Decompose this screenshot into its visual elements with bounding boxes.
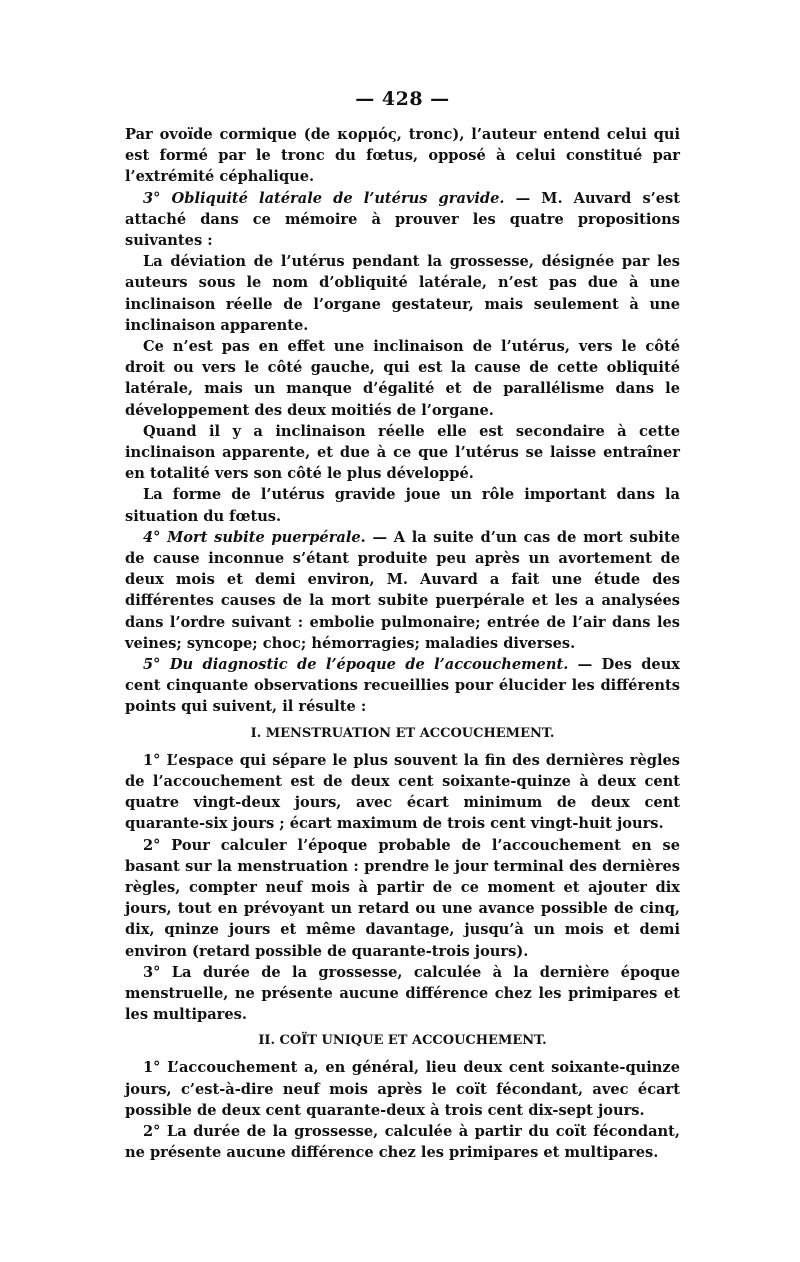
book-page bbox=[125, 88, 680, 1163]
paragraph-diagnostic bbox=[125, 654, 680, 718]
paragraph-deviation: La déviation de l’utérus pendant la grossesse, désignée par les auteurs sous le nom d’obliquité latérale, n’est pas due à une inclinaison réelle de l’organe gestateur, mais seulement à une inclinaison apparente. bbox=[125, 253, 680, 334]
paragraph-text: — Des deux cent cinquante observations recueillies pour élucider les différents points qui suivent, il résulte : bbox=[125, 656, 681, 716]
section-title-diagnostic: 5° Du diagnostic de l’époque de l’accouchement. bbox=[143, 656, 569, 674]
paragraph-inclinaison-cause: Ce n’est pas en effet une inclinaison de l’utérus, vers le côté droit ou vers le côté gauche, qui est la cause de cette obliquité latérale, mais un manque d’égalité et de parallélisme dans le développement des deux moitiés de l’organe. bbox=[125, 338, 680, 419]
paragraph-inclinaison-reelle: Quand il y a inclinaison réelle elle est secondaire à cette inclinaison apparente, et due à ce que l’utérus se laisse entraîner en totalité vers son côté le plus développé. bbox=[125, 422, 680, 483]
paragraph-obliquite-laterale bbox=[125, 188, 680, 252]
paragraph-espace-regles: 1° L’espace qui sépare le plus souvent la fin des dernières règles de l’accouchement est de deux cent soixante-quinze à deux cent quatre vingt-deux jours, avec écart minimum de deux cent quarante-six jours ; écart maximum de trois cent vingt-huit jours. bbox=[125, 751, 680, 833]
section-heading-coit-unique: II. COÏT UNIQUE ET ACCOUCHEMENT. bbox=[258, 1033, 547, 1049]
paragraph-calcul-epoque: 2° Pour calculer l’époque probable de l’accouchement en se basant sur la menstruation : prendre le jour terminal des dernières règles, compter neuf mois à partir de ce moment et ajouter dix jours, tout en prévoyant un retard ou une avance possible de cinq, dix, qninze jours et même davantage, jusqu’à un mois et demi environ (retard possible de quarante-trois jours). bbox=[125, 836, 680, 960]
section-heading-menstruation: I. MENSTRUATION ET ACCOUCHEMENT. bbox=[250, 725, 555, 741]
paragraph-ovoide-cormique: Par ovoïde cormique (de κορμός, tronc), l’auteur entend celui qui est formé par le tronc du fœtus, opposé à celui constitué par l’extrémité céphalique. bbox=[125, 126, 680, 186]
paragraph-text: — A la suite d’un cas de mort subite de cause inconnue s’étant produite peu après un avortement de deux mois et demi environ, M. Auvard a fait une étude des différentes causes de la mort subite puerpérale et les a analysées dans l’ordre suivant : embolie pulmonaire; entrée de l’air dans les veines; syncope; choc; hémorragies; maladies diverses. bbox=[125, 528, 680, 652]
paragraph-text: — M. Auvard s’est attaché dans ce mémoire à prouver les quatre propositions suivantes : bbox=[125, 189, 681, 250]
paragraph-accouchement-coit: 1° L’accouchement a, en général, lieu deux cent soixante-quinze jours, c’est-à-dire neuf mois après le coït fécondant, avec écart possible de deux cent quarante-deux à trois cent dix-sept jours. bbox=[125, 1059, 680, 1119]
page-number: — 428 — bbox=[355, 88, 450, 110]
paragraph-duree-coit: 2° La durée de la grossesse, calculée à partir du coït fécondant, ne présente aucune différence chez les primipares et multipares. bbox=[125, 1122, 680, 1162]
paragraph-duree-menstruelle: 3° La durée de la grossesse, calculée à la dernière époque menstruelle, ne présente aucune différence chez les primipares et les multipares. bbox=[125, 963, 680, 1024]
section-title-mort-subite: 4° Mort subite puerpérale. bbox=[143, 528, 366, 546]
section-title-obliquite: 3° Obliquité latérale de l’utérus gravide. bbox=[143, 189, 505, 207]
paragraph-forme-uterus: La forme de l’utérus gravide joue un rôle important dans la situation du fœtus. bbox=[125, 486, 680, 525]
paragraph-mort-subite bbox=[125, 527, 680, 654]
